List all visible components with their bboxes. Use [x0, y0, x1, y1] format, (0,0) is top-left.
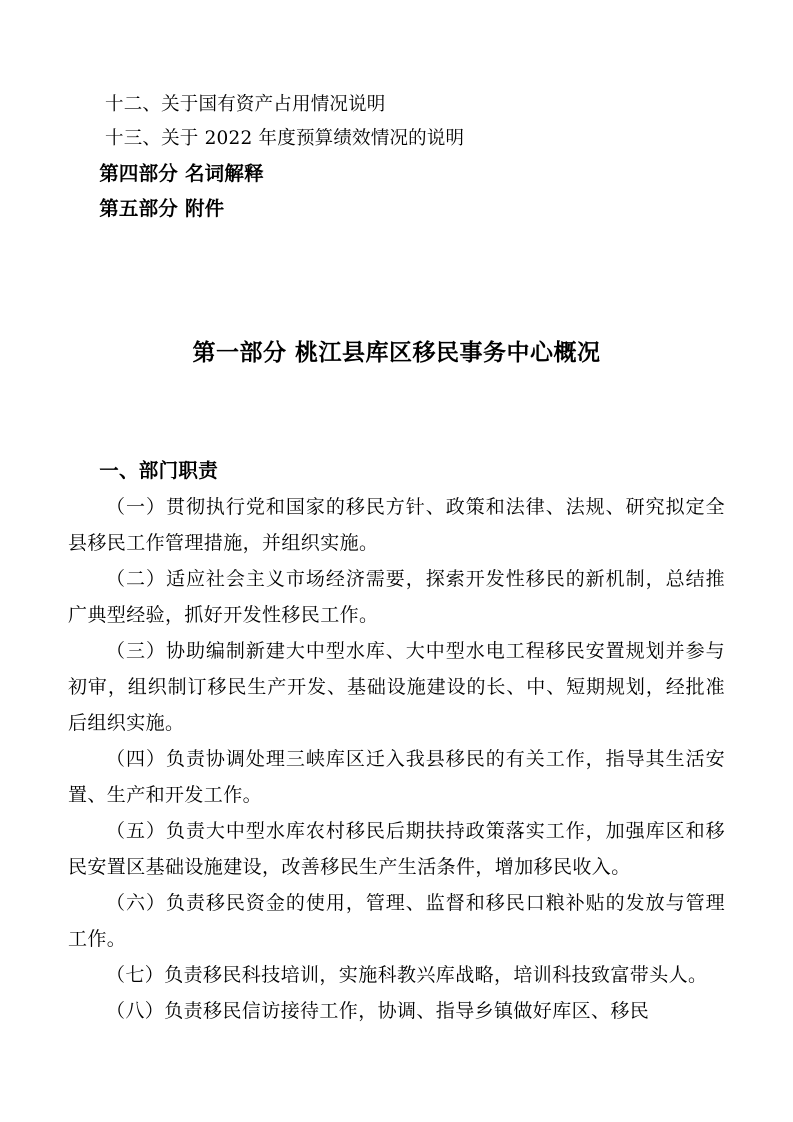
paragraph: （三）协助编制新建大中型水库、大中型水电工程移民安置规划并参与初审，组织制订移民生产开发、基础设施建设的长、中、短期规划，经批准后组织实施。 [68, 640, 725, 734]
paragraph: （四）负责协调处理三峡库区迁入我县移民的有关工作，指导其生活安置、生产和开发工作。 [68, 748, 725, 806]
paragraph: （六）负责移民资金的使用，管理、监督和移民口粮补贴的发放与管理工作。 [68, 892, 725, 950]
toc-item: 十三、关于 2022 年度预算绩效情况的说明 [105, 128, 465, 149]
paragraph: （七）负责移民科技培训，实施科教兴库战略，培训科技致富带头人。 [106, 964, 708, 986]
title-spacer-bottom [68, 367, 725, 453]
toc-item: 十二、关于国有资产占用情况说明 [105, 94, 386, 115]
body-paragraphs [68, 489, 725, 1029]
title-spacer-top [68, 226, 725, 334]
toc-item: 第五部分 附件 [99, 197, 225, 220]
toc-item: 第四部分 名词解释 [99, 162, 264, 185]
section-heading: 一、部门职责 [99, 459, 218, 482]
toc-tail-list [68, 88, 725, 226]
paragraph: （一）贯彻执行党和国家的移民方针、政策和法律、法规、研究拟定全县移民工作管理措施，并组织实施。 [68, 496, 725, 554]
paragraph: （五）负责大中型水库农村移民后期扶持政策落实工作，加强库区和移民安置区基础设施建设，改善移民生产生活条件，增加移民收入。 [68, 820, 725, 878]
paragraph: （八）负责移民信访接待工作，协调、指导乡镇做好库区、移民 [106, 1000, 650, 1022]
paragraph: （二）适应社会主义市场经济需要，探索开发性移民的新机制，总结推广典型经验，抓好开发性移民工作。 [68, 568, 725, 626]
page-title: 第一部分 桃江县库区移民事务中心概况 [192, 339, 601, 366]
